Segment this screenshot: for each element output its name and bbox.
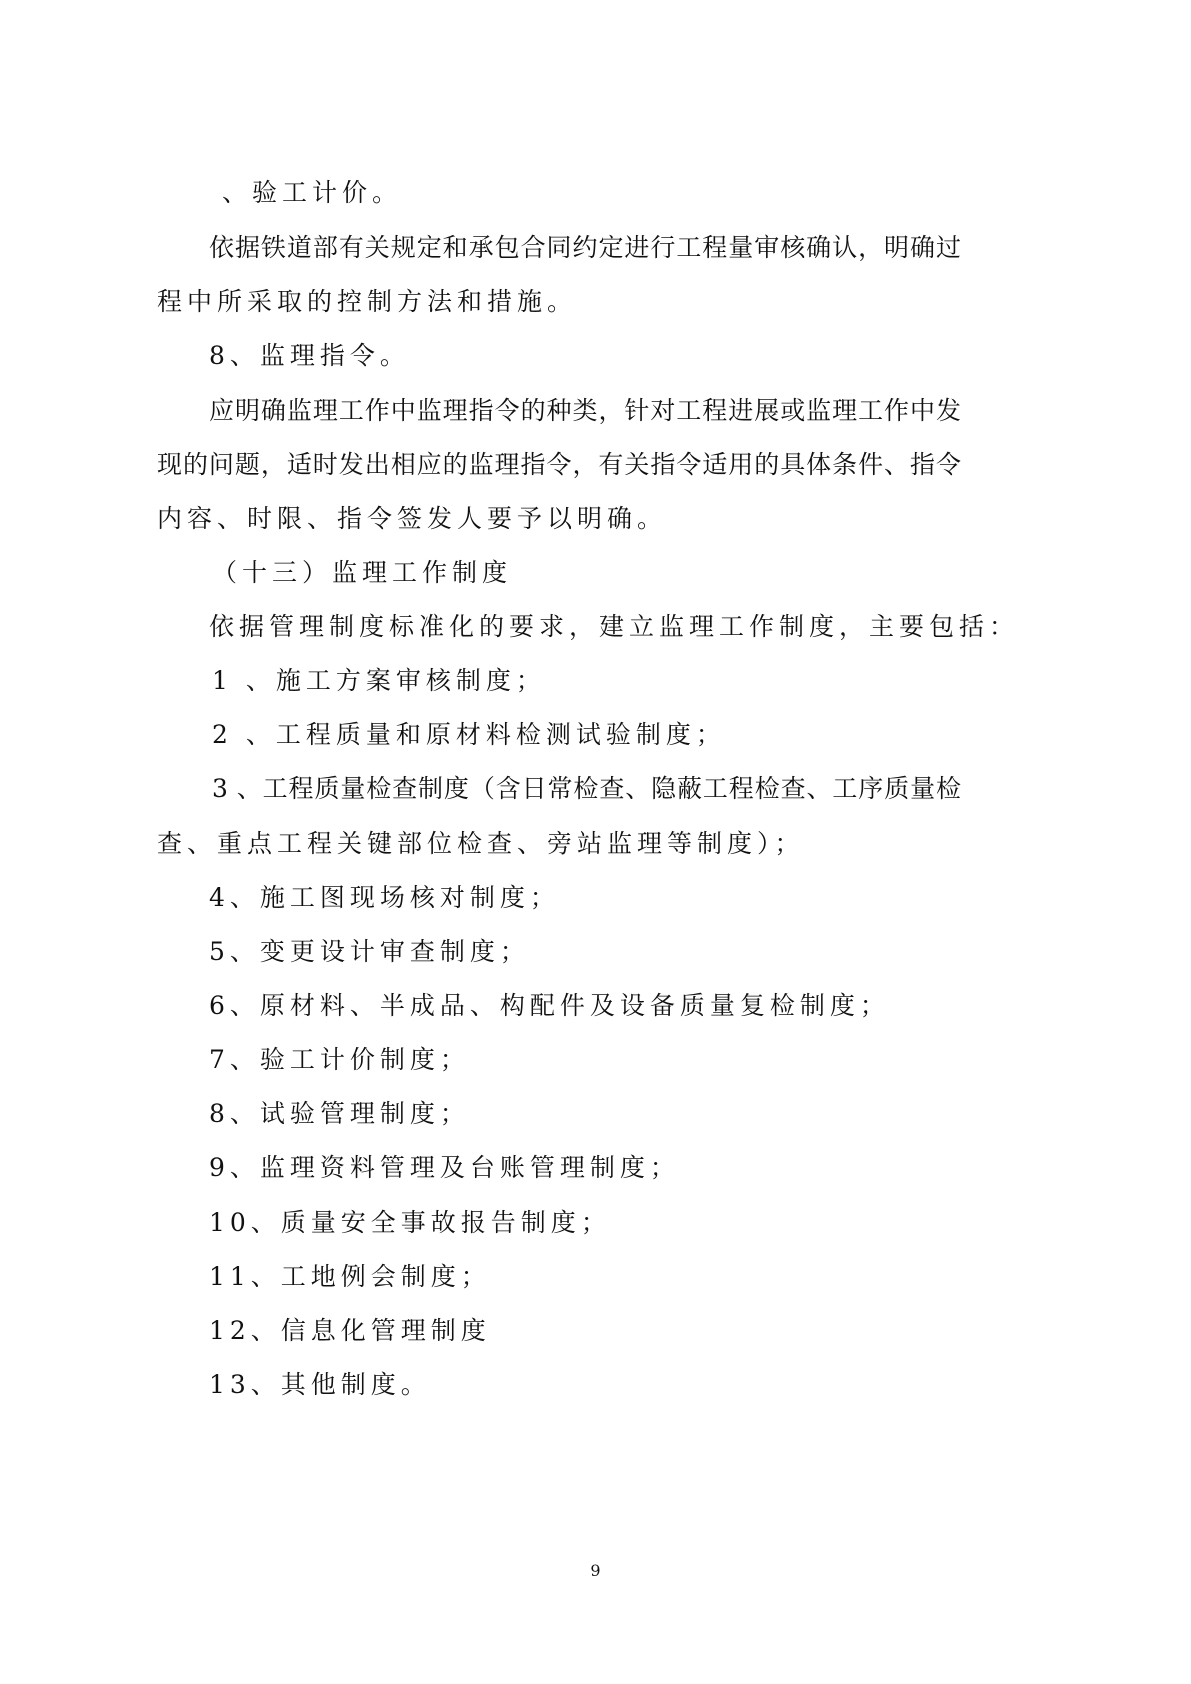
list-item-3-continued: 查、重点工程关键部位检查、旁站监理等制度）； [157,829,805,858]
list-item-9: 9、监理资料管理及台账管理制度； [209,1153,680,1182]
text-line-3: 程中所采取的控制方法和措施。 [157,287,578,316]
text-line-6: 现的问题，适时发出相应的监理指令，有关指令适用的具体条件、指令 [157,450,961,479]
text-line-4: 8、监理指令。 [209,341,410,370]
text-line-9: 依据管理制度标准化的要求，建立监理工作制度，主要包括： [209,612,1020,641]
list-item-13: 13、其他制度。 [209,1370,431,1399]
list-item-4: 4、施工图现场核对制度； [209,883,560,912]
text-line-2: 依据铁道部有关规定和承包合同约定进行工程量审核确认，明确过 [209,233,961,262]
text-line-7: 内容、时限、指令签发人要予以明确。 [157,504,668,533]
list-item-11: 11、工地例会制度； [209,1262,491,1291]
list-item-5: 5、变更设计审查制度； [209,937,530,966]
list-item-2: 2 、工程质量和原材料检测试验制度； [212,720,726,749]
list-item-7: 7、验工计价制度； [209,1045,470,1074]
section-heading: （十三）监理工作制度 [212,558,513,587]
page-number: 9 [590,1561,601,1580]
list-item-10: 10、质量安全事故报告制度； [209,1208,611,1237]
list-item-12: 12、信息化管理制度 [209,1316,491,1345]
list-item-6: 6、原材料、半成品、构配件及设备质量复检制度； [209,991,890,1020]
list-item-3: 3 、工程质量检查制度（含日常检查、隐蔽工程检查、工序质量检 [212,774,961,803]
text-line-1: 、验工计价。 [222,178,403,207]
list-item-8: 8、试验管理制度； [209,1099,470,1128]
list-item-1: 1 、施工方案审核制度； [212,666,546,695]
text-line-5: 应明确监理工作中监理指令的种类，针对工程进展或监理工作中发 [209,396,961,425]
